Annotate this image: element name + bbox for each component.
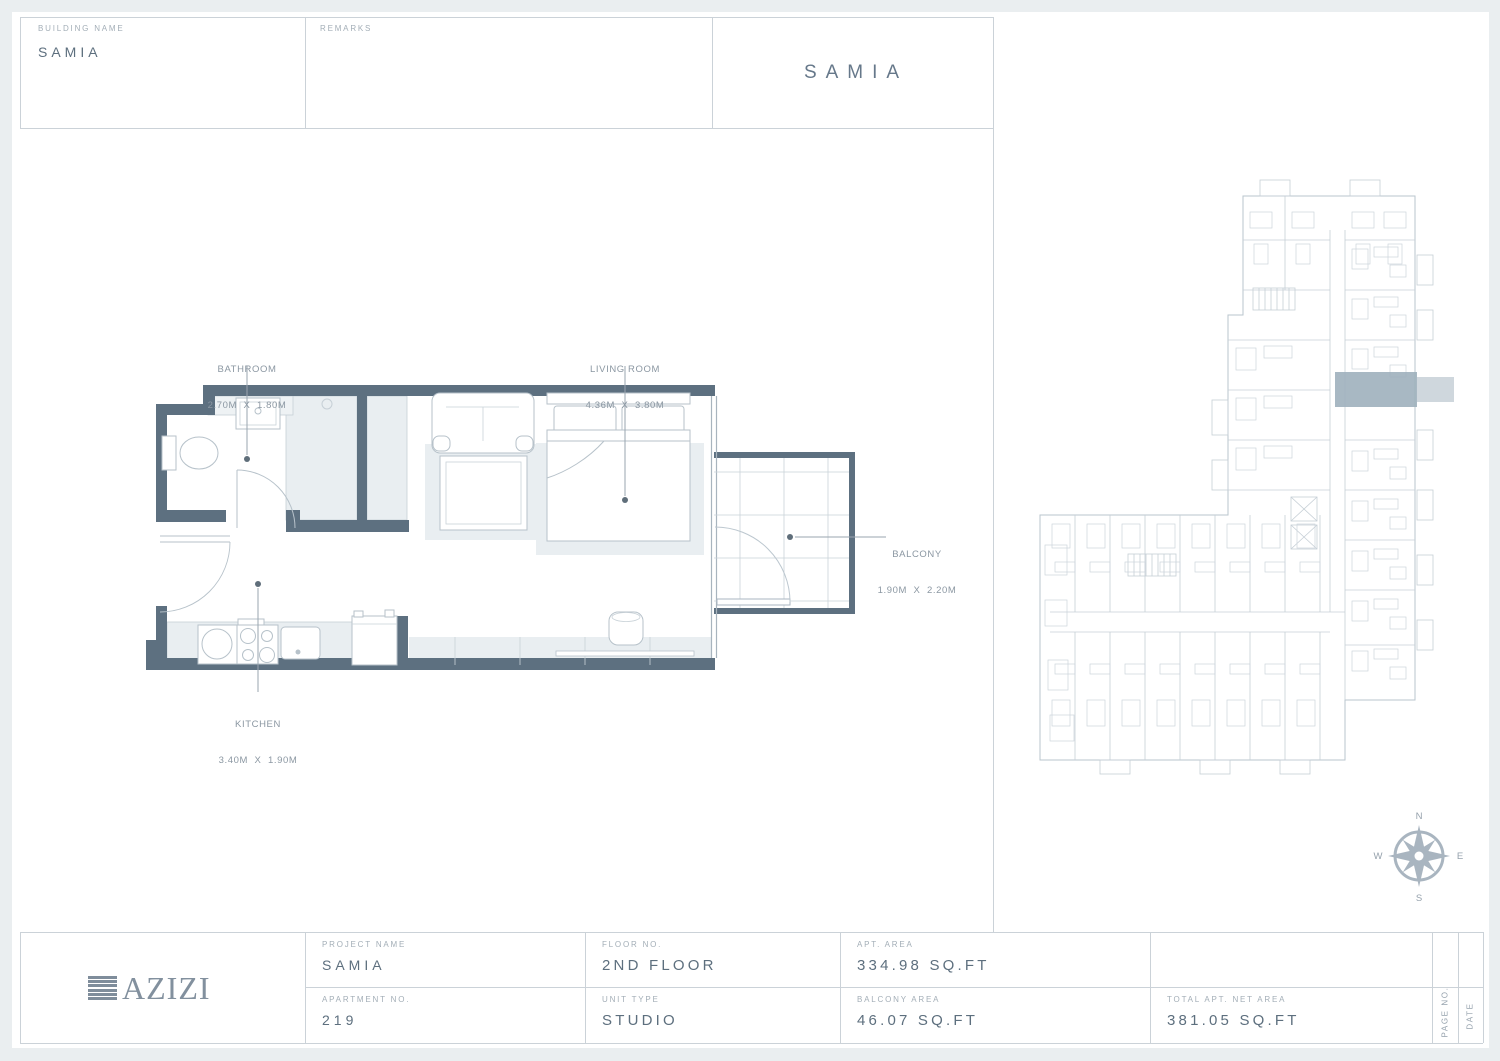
titleblock-bottom	[20, 1043, 1483, 1044]
floor-no-label: FLOOR NO.	[602, 940, 663, 949]
project-name-label: PROJECT NAME	[322, 940, 407, 949]
wardrobe-area	[367, 396, 407, 520]
apartment-no-label: APARTMENT NO.	[322, 995, 411, 1004]
titleblock-top	[20, 932, 1483, 933]
kitchen-sink	[281, 627, 320, 659]
balcony-area-value: 46.07 SQ.FT	[857, 1012, 979, 1029]
entry-door	[160, 536, 230, 612]
balcony-name: BALCONY	[892, 549, 942, 560]
keyplan-balconies	[1100, 180, 1433, 774]
project-name-value: SAMIA	[322, 957, 386, 973]
apt-area-value: 334.98 SQ.FT	[857, 957, 990, 974]
compass-n-label: N	[1415, 811, 1423, 822]
living-room-name: LIVING ROOM	[590, 364, 660, 375]
toilet-tank	[162, 436, 176, 470]
coffee-table	[440, 456, 527, 530]
highlighted-unit-balcony	[1417, 377, 1454, 402]
bathroom-label	[208, 340, 287, 436]
titleblock-left	[20, 932, 21, 1043]
apartment-no-value: 219	[322, 1012, 358, 1028]
building-name-value: SAMIA	[38, 44, 102, 60]
kitchen-appliances	[198, 610, 397, 665]
balcony-door-leaf	[717, 599, 790, 605]
elevator-core	[1291, 497, 1317, 549]
highlighted-unit	[1335, 372, 1417, 407]
header-border-top	[20, 17, 994, 18]
building-name-label: BUILDING NAME	[38, 24, 125, 33]
balcony-area-label: BALCONY AREA	[857, 995, 941, 1004]
fridge	[352, 616, 397, 665]
unit-type-label: UNIT TYPE	[602, 995, 660, 1004]
bathroom-name: BATHROOM	[217, 364, 277, 375]
kitchen-dims: 3.40M X 1.90M	[218, 755, 298, 766]
titleblock-col-3	[840, 932, 841, 1043]
total-net-area-value: 381.05 SQ.FT	[1167, 1012, 1300, 1029]
header-divider-2	[712, 17, 713, 128]
living-room-dims: 4.36M X 3.80M	[585, 400, 665, 411]
toilet-bowl	[180, 437, 218, 469]
balcony-dims: 1.90M X 2.20M	[877, 585, 957, 596]
compass-s-label: S	[1415, 893, 1423, 904]
shower-area	[286, 396, 357, 520]
kitchen-name: KITCHEN	[235, 719, 281, 730]
titleblock-col-6	[1458, 932, 1459, 1043]
azizi-logo-text: AZIZI	[122, 970, 211, 1006]
titleblock-col-1	[305, 932, 306, 1043]
azizi-logo	[88, 972, 211, 1004]
keyplan-unit-details	[1045, 212, 1406, 741]
pouf	[609, 612, 643, 645]
balcony-label	[878, 525, 957, 621]
sofa	[432, 393, 534, 453]
content-vertical-divider	[993, 17, 994, 932]
stairs	[1128, 288, 1295, 576]
titleblock-col-2	[585, 932, 586, 1043]
titleblock-row-divider	[305, 987, 1483, 988]
compass-rose	[1374, 811, 1464, 904]
unit-type-value: STUDIO	[602, 1012, 678, 1029]
remarks-label: REMARKS	[320, 24, 373, 33]
living-room-label	[586, 340, 665, 436]
apt-area-label: APT. AREA	[857, 940, 914, 949]
azizi-logo-bars-icon	[88, 976, 117, 1001]
kitchen-label	[219, 695, 298, 791]
header-divider-1	[305, 17, 306, 128]
titleblock-col-4	[1150, 932, 1151, 1043]
balcony-door-swing	[715, 527, 790, 602]
header-border-left	[20, 17, 21, 128]
titleblock-col-5	[1432, 932, 1433, 1043]
floor-no-value: 2ND FLOOR	[602, 957, 717, 974]
key-plan	[1040, 180, 1454, 774]
page-no-label: PAGE NO.	[1440, 986, 1450, 1038]
compass-e-label: E	[1456, 851, 1464, 862]
washer	[198, 625, 237, 664]
compass-w-label: W	[1373, 851, 1383, 862]
header-border-bottom	[20, 128, 994, 129]
total-net-area-label: TOTAL APT. NET AREA	[1167, 995, 1287, 1004]
sheet-title: SAMIA	[803, 62, 909, 83]
balcony-tiles	[714, 458, 849, 608]
titleblock-right	[1483, 932, 1484, 1043]
bathroom-dims: 2.70M X 1.80M	[207, 400, 287, 411]
date-label: DATE	[1465, 1002, 1475, 1030]
